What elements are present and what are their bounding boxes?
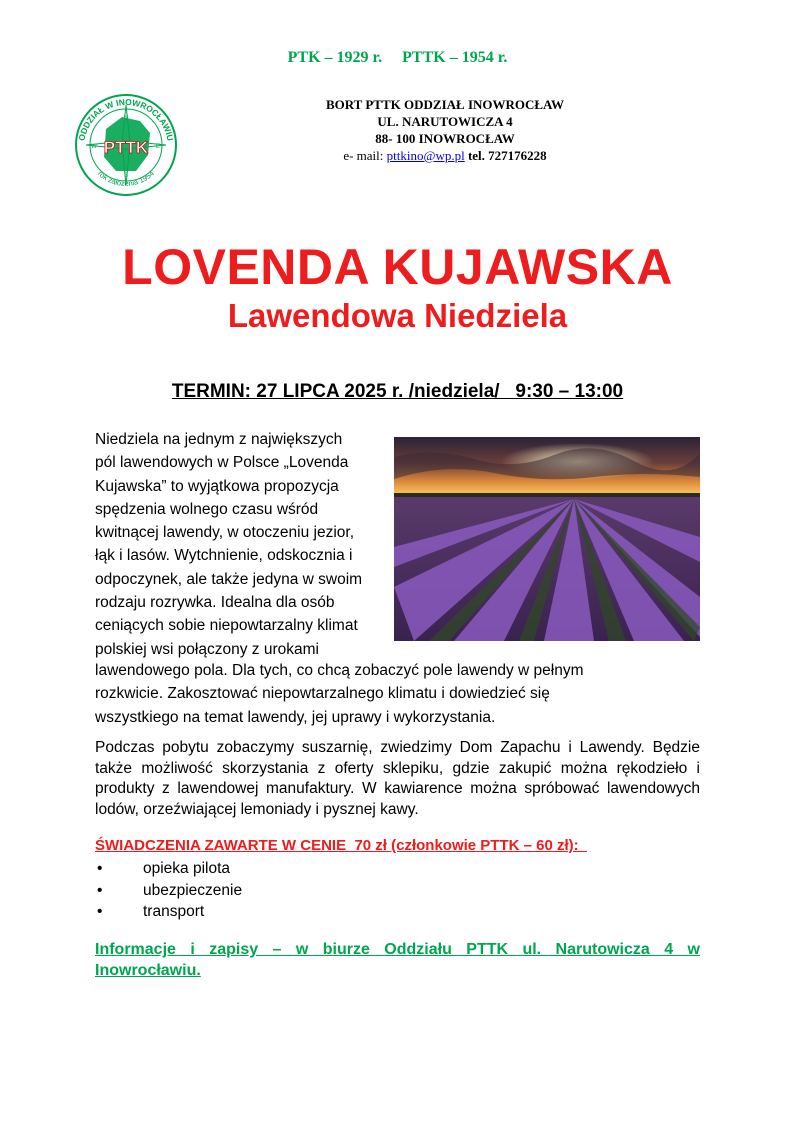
compass-e: E [155, 144, 161, 150]
intro-line: spędzenia wolnego czasu wśród [95, 500, 319, 518]
logo-ring-text: ODDZIAŁ W INOWROCŁAWIU [76, 96, 176, 142]
email-link[interactable]: pttkino@wp.pl [386, 148, 465, 163]
benefits-heading: ŚWIADCZENIA ZAWARTE W CENIE 70 zł (członkowie PTTK – 60 zł): [95, 837, 587, 854]
intro-line: łąk i lasów. Wytchnienie, odskocznia i [95, 547, 353, 565]
ptk-year: PTK – 1929 r. [287, 49, 383, 66]
email-label: e- mail: [343, 148, 384, 163]
visit-description: Podczas pobytu zobaczymy suszarnię, zwiedzimy Dom Zapachu i Lawendy. Będzie także możliwość skorzystania z oferty sklepiku, gdzie zakupić można rękodzieło i produkty z lawendowej manufaktury. W kawiarence można spróbować lawendowych lodów, orzeźwiającej lemoniady i pysznej kawy. [95, 739, 700, 818]
compass-n: N [123, 115, 129, 121]
intro-line: ceniących sobie niepowtarzalny klimat [95, 617, 358, 635]
phone: tel. 727176228 [467, 148, 547, 163]
address-line-2: UL. NARUTOWICZA 4 [377, 114, 513, 129]
intro-line: kwitnącej lawendy, w otoczeniu jezior, [95, 524, 355, 542]
intro-text-continued [95, 659, 675, 729]
address-block [270, 96, 620, 164]
list-item: • opieka pilota [95, 858, 242, 880]
intro-line: rodzaju rozrywka. Idealna dla osób [95, 594, 335, 612]
pttk-year: PTTK – 1954 r. [402, 49, 508, 66]
list-item: • transport [95, 901, 242, 923]
event-title: LOVENDA KUJAWSKA [122, 239, 673, 295]
founding-years [0, 49, 795, 67]
compass-w: W [91, 144, 97, 150]
pttk-logo [70, 93, 182, 197]
intro-line: lawendowego pola. Dla tych, co chcą zobaczyć pole lawendy w pełnym [95, 662, 584, 679]
benefits-list [95, 858, 242, 923]
logo-year-text: rok założenia 1954 [96, 168, 156, 188]
registration-info: Informacje i zapisy – w biurze Oddziału PTTK ul. Narutowicza 4 w Inowrocławiu. [95, 941, 700, 979]
address-line-1: BORT PTTK ODDZIAŁ INOWROCŁAW [325, 97, 565, 112]
address-line-3: 88- 100 INOWROCŁAW [375, 131, 515, 146]
intro-line: rozkwicie. Zakosztować niepowtarzalnego klimatu i dowiedzieć się [95, 685, 550, 703]
intro-line: wszystkiego na temat lawendy, jej uprawy i wykorzystania. [95, 708, 496, 726]
list-item: • ubezpieczenie [95, 880, 242, 902]
contact-line [270, 147, 620, 164]
intro-line: Kujawska” to wyjątkowa propozycja [95, 477, 339, 495]
lavender-field-photo [394, 437, 700, 641]
intro-line: pól lawendowych w Polsce „Lovenda [95, 454, 349, 472]
event-date: TERMIN: 27 LIPCA 2025 r. /niedziela/ 9:30 – 13:00 [171, 381, 624, 402]
compass-s: S [123, 173, 129, 179]
intro-line: polskiej wsi połączony z urokami [95, 640, 319, 658]
intro-line: Niedziela na jednym z największych [95, 431, 343, 448]
intro-text [95, 428, 395, 661]
intro-line: odpoczynek, ale także jedyna w swoim [95, 570, 363, 588]
event-subtitle: Lawendowa Niedziela [227, 297, 568, 334]
logo-pttk-text: PTTK [103, 138, 149, 157]
